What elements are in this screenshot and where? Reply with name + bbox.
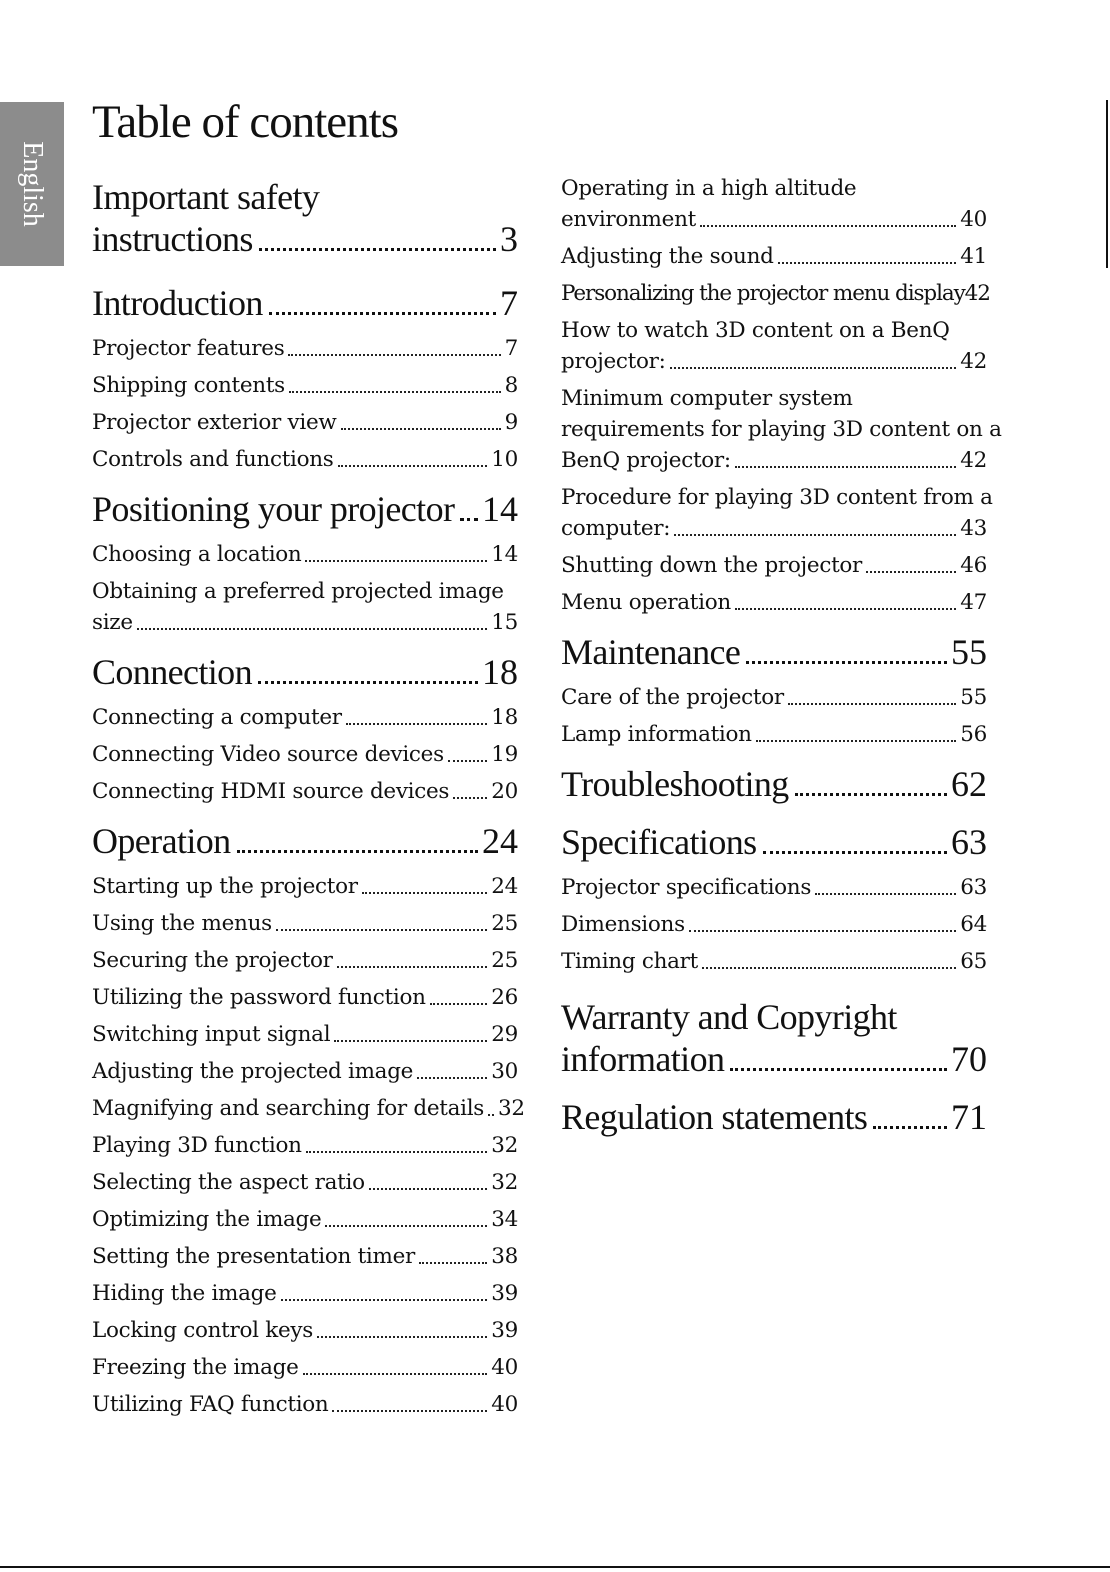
dot-leader xyxy=(288,354,500,356)
entry-text: Personalizing the projector menu display xyxy=(561,281,965,306)
entry-page: 42 xyxy=(960,349,987,374)
section-title: Positioning your projector xyxy=(92,489,455,529)
toc-entry[interactable] xyxy=(561,275,990,312)
entry-text: How to watch 3D content on a BenQ xyxy=(561,318,950,343)
entry-page: 15 xyxy=(491,610,518,635)
section-page: 55 xyxy=(951,632,987,672)
dot-leader xyxy=(815,893,956,895)
toc-entry[interactable] xyxy=(92,1312,518,1349)
entry-text: Care of the projector xyxy=(561,685,784,710)
dot-leader xyxy=(259,248,496,251)
entry-page: 9 xyxy=(504,410,518,435)
entry-page: 25 xyxy=(491,948,518,973)
entry-page: 38 xyxy=(491,1244,518,1269)
page-title: Table of contents xyxy=(92,96,398,148)
dot-leader xyxy=(258,681,478,684)
toc-entry[interactable] xyxy=(92,736,518,773)
section-title: Operation xyxy=(92,821,231,861)
entry-page: 56 xyxy=(960,722,987,747)
dot-leader xyxy=(670,367,957,369)
entry-text: Switching input signal xyxy=(92,1022,331,1047)
entry-text: Starting up the projector xyxy=(92,874,358,899)
toc-entry[interactable] xyxy=(561,869,987,906)
toc-entry[interactable] xyxy=(92,1349,518,1386)
entry-text: Procedure for playing 3D content from a xyxy=(561,485,993,510)
dot-leader xyxy=(325,1225,487,1227)
dot-leader xyxy=(746,661,947,664)
entry-page: 8 xyxy=(504,373,518,398)
section-page: 14 xyxy=(482,489,518,529)
entry-page: 39 xyxy=(491,1281,518,1306)
entry-text: Dimensions xyxy=(561,912,685,937)
entry-page: 55 xyxy=(960,685,987,710)
entry-text-cont: requirements for playing 3D content on a xyxy=(561,417,1002,442)
entry-text: Utilizing FAQ function xyxy=(92,1392,329,1417)
entry-page: 47 xyxy=(960,590,987,615)
section-title: Maintenance xyxy=(561,632,741,672)
entry-page: 42 xyxy=(960,448,987,473)
entry-page: 32 xyxy=(491,1170,518,1195)
dot-leader xyxy=(702,967,956,969)
entry-text: Lamp information xyxy=(561,722,752,747)
entry-page: 40 xyxy=(491,1355,518,1380)
entry-page: 32 xyxy=(491,1133,518,1158)
entry-text: Controls and functions xyxy=(92,447,334,472)
entry-page: 7 xyxy=(504,336,518,361)
entry-text: Minimum computer system xyxy=(561,386,853,411)
entry-text: Connecting HDMI source devices xyxy=(92,779,450,804)
dot-leader xyxy=(332,1410,487,1412)
entry-text: Magnifying and searching for details xyxy=(92,1096,485,1121)
section-page: 62 xyxy=(951,764,987,804)
toc-entry[interactable] xyxy=(92,573,518,641)
entry-page: 40 xyxy=(491,1392,518,1417)
entry-text: Choosing a location xyxy=(92,542,302,567)
toc-entry[interactable] xyxy=(92,404,518,441)
entry-page: 25 xyxy=(491,911,518,936)
section-page: 71 xyxy=(951,1097,987,1137)
toc-entry[interactable] xyxy=(92,1201,518,1238)
toc-entry[interactable] xyxy=(561,380,1002,479)
toc-entry[interactable] xyxy=(92,1053,518,1090)
entry-page: 64 xyxy=(960,912,987,937)
toc-entry[interactable] xyxy=(561,584,987,621)
entry-page: 18 xyxy=(491,705,518,730)
dot-leader xyxy=(341,428,501,430)
dot-leader xyxy=(674,534,956,536)
toc-entry[interactable] xyxy=(92,367,518,404)
entry-text: Projector specifications xyxy=(561,875,812,900)
section-maintenance[interactable] xyxy=(561,631,987,673)
entry-page: 19 xyxy=(491,742,518,767)
dot-leader xyxy=(362,892,488,894)
section-title-cont: instructions xyxy=(92,219,253,259)
entry-page: 41 xyxy=(960,244,987,269)
language-tab xyxy=(0,102,64,266)
entry-page: 26 xyxy=(491,985,518,1010)
toc-entry[interactable] xyxy=(92,441,518,478)
dot-leader xyxy=(281,1299,488,1301)
entry-text: Freezing the image xyxy=(92,1355,299,1380)
entry-text-cont: BenQ projector: xyxy=(561,448,731,473)
entry-text: Locking control keys xyxy=(92,1318,313,1343)
dot-leader xyxy=(346,723,487,725)
dot-leader xyxy=(453,797,487,799)
toc-entry[interactable] xyxy=(92,1016,518,1053)
toc-entry[interactable] xyxy=(92,1090,525,1127)
dot-leader xyxy=(700,225,956,227)
toc-entry[interactable] xyxy=(92,1238,518,1275)
edge-rule xyxy=(1106,100,1108,268)
section-title: Warranty and Copyright xyxy=(561,997,897,1037)
dot-leader xyxy=(276,929,487,931)
entry-page: 40 xyxy=(960,207,987,232)
toc-entry[interactable] xyxy=(561,479,993,547)
dot-leader xyxy=(788,703,956,705)
entry-page: 10 xyxy=(491,447,518,472)
toc-entry[interactable] xyxy=(92,942,518,979)
dot-leader xyxy=(735,466,956,468)
section-title: Connection xyxy=(92,652,252,692)
dot-leader xyxy=(305,560,487,562)
dot-leader xyxy=(269,312,496,315)
entry-text-cont: size xyxy=(92,610,133,635)
entry-page: 39 xyxy=(491,1318,518,1343)
section-title: Troubleshooting xyxy=(561,764,789,804)
section-title: Specifications xyxy=(561,822,757,862)
entry-text: Timing chart xyxy=(561,949,698,974)
toc-entry[interactable] xyxy=(561,312,987,380)
toc-entry[interactable] xyxy=(92,979,518,1016)
entry-text: Obtaining a preferred projected image xyxy=(92,579,504,604)
entry-page: 14 xyxy=(491,542,518,567)
entry-page: 20 xyxy=(491,779,518,804)
dot-leader xyxy=(334,1040,487,1042)
dot-leader xyxy=(430,1003,488,1005)
dot-leader xyxy=(460,518,478,521)
section-connection[interactable] xyxy=(92,651,518,693)
section-specifications[interactable] xyxy=(561,821,987,863)
entry-page: 63 xyxy=(960,875,987,900)
entry-text: Connecting a computer xyxy=(92,705,342,730)
entry-page: 29 xyxy=(491,1022,518,1047)
section-page: 24 xyxy=(482,821,518,861)
dot-leader xyxy=(338,465,488,467)
toc-entry[interactable] xyxy=(561,906,987,943)
section-page: 7 xyxy=(500,283,518,323)
entry-page: 32 xyxy=(498,1096,525,1121)
toc-entry[interactable] xyxy=(561,716,987,753)
toc-entry[interactable] xyxy=(92,773,518,810)
dot-leader xyxy=(763,851,947,854)
entry-page: 30 xyxy=(491,1059,518,1084)
toc-entry[interactable] xyxy=(561,170,987,238)
entry-text: Using the menus xyxy=(92,911,272,936)
entry-text: Utilizing the password function xyxy=(92,985,426,1010)
entry-text: Adjusting the projected image xyxy=(92,1059,414,1084)
section-page: 63 xyxy=(951,822,987,862)
entry-text-cont: projector: xyxy=(561,349,666,374)
toc-entry[interactable] xyxy=(92,905,518,942)
entry-text: Selecting the aspect ratio xyxy=(92,1170,365,1195)
dot-leader xyxy=(417,1077,487,1079)
section-page: 18 xyxy=(482,652,518,692)
dot-leader xyxy=(237,850,478,853)
dot-leader xyxy=(689,930,956,932)
dot-leader xyxy=(137,628,487,630)
dot-leader xyxy=(448,760,487,762)
toc-entry[interactable] xyxy=(92,1386,518,1423)
entry-text: Adjusting the sound xyxy=(561,244,774,269)
toc-entry[interactable] xyxy=(561,943,987,980)
entry-text: Projector exterior view xyxy=(92,410,337,435)
dot-leader xyxy=(337,966,488,968)
toc-entry[interactable] xyxy=(561,679,987,716)
dot-leader xyxy=(795,793,947,796)
section-title: Important safety xyxy=(92,177,320,217)
dot-leader xyxy=(289,391,501,393)
dot-leader xyxy=(317,1336,487,1338)
bottom-rule xyxy=(0,1566,1110,1568)
entry-text: Connecting Video source devices xyxy=(92,742,444,767)
toc-entry[interactable] xyxy=(561,547,987,584)
entry-text: Setting the presentation timer xyxy=(92,1244,415,1269)
entry-page: 65 xyxy=(960,949,987,974)
entry-page: 34 xyxy=(491,1207,518,1232)
toc-entry[interactable] xyxy=(92,1275,518,1312)
section-warranty[interactable] xyxy=(561,996,987,1080)
entry-page: 42 xyxy=(964,281,990,306)
entry-text: Operating in a high altitude xyxy=(561,176,857,201)
toc-entry[interactable] xyxy=(92,330,518,367)
dot-leader xyxy=(730,1068,947,1071)
entry-page: 24 xyxy=(491,874,518,899)
language-tab-label: English xyxy=(17,141,48,227)
entry-text: Menu operation xyxy=(561,590,731,615)
dot-leader xyxy=(866,571,956,573)
section-title: Introduction xyxy=(92,283,263,323)
entry-text: Playing 3D function xyxy=(92,1133,302,1158)
dot-leader xyxy=(369,1188,488,1190)
section-regulation[interactable] xyxy=(561,1096,987,1138)
toc-left-column xyxy=(92,170,525,1423)
section-page: 3 xyxy=(500,219,518,259)
toc-entry[interactable] xyxy=(92,1164,518,1201)
section-operation[interactable] xyxy=(92,820,518,862)
section-positioning[interactable] xyxy=(92,488,518,530)
section-important-safety[interactable] xyxy=(92,176,518,260)
toc-entry[interactable] xyxy=(92,868,518,905)
toc-entry[interactable] xyxy=(92,536,518,573)
dot-leader xyxy=(306,1151,488,1153)
section-troubleshooting[interactable] xyxy=(561,763,987,805)
section-page: 70 xyxy=(951,1039,987,1079)
dot-leader xyxy=(778,262,957,264)
dot-leader xyxy=(873,1126,947,1129)
entry-text: Shipping contents xyxy=(92,373,285,398)
dot-leader xyxy=(756,740,957,742)
entry-text-cont: environment xyxy=(561,207,696,232)
section-title: Regulation statements xyxy=(561,1097,868,1137)
toc-entry[interactable] xyxy=(561,238,987,275)
entry-page: 46 xyxy=(960,553,987,578)
entry-text-cont: computer: xyxy=(561,516,671,541)
dot-leader xyxy=(303,1373,488,1375)
entry-text: Securing the projector xyxy=(92,948,333,973)
entry-text: Projector features xyxy=(92,336,285,361)
dot-leader xyxy=(488,1114,494,1116)
section-title-cont: information xyxy=(561,1039,725,1079)
entry-text: Shutting down the projector xyxy=(561,553,863,578)
entry-page: 43 xyxy=(960,516,987,541)
dot-leader xyxy=(735,608,956,610)
entry-text: Optimizing the image xyxy=(92,1207,322,1232)
toc-right-column xyxy=(561,170,1002,1144)
toc-entry[interactable] xyxy=(92,1127,518,1164)
toc-entry[interactable] xyxy=(92,699,518,736)
section-introduction[interactable] xyxy=(92,282,518,324)
entry-text: Hiding the image xyxy=(92,1281,277,1306)
dot-leader xyxy=(419,1262,487,1264)
